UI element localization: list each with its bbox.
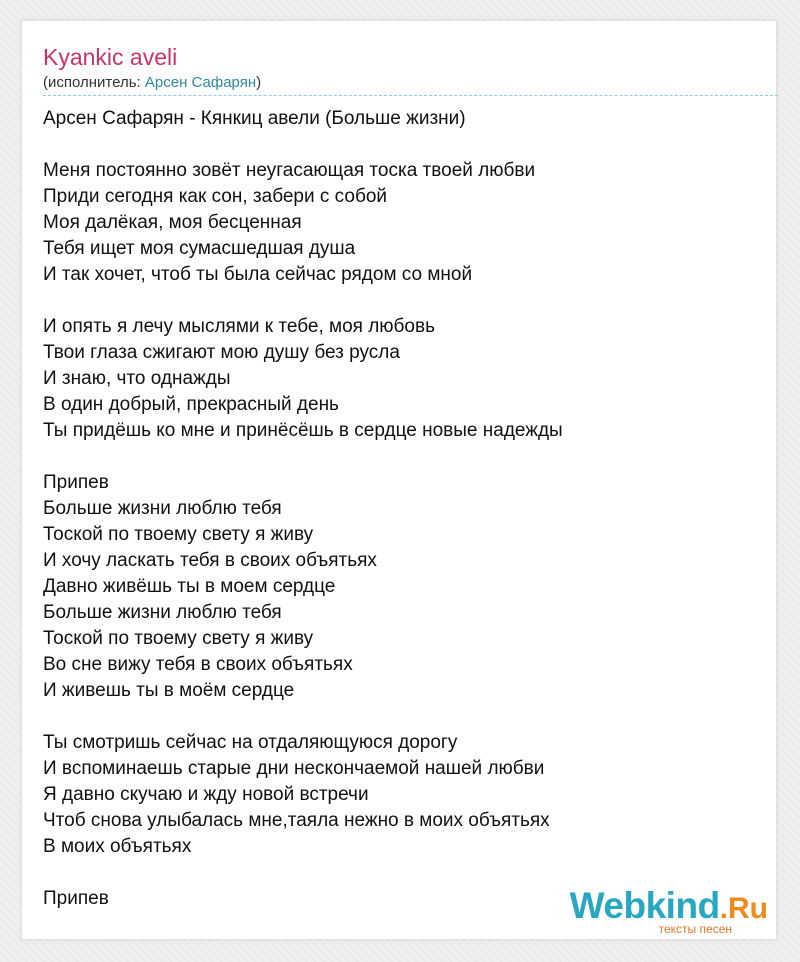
- lyrics-line: Припев: [43, 472, 109, 493]
- lyrics-line: Давно живёшь ты в моем сердце: [43, 576, 336, 597]
- lyrics-line: В моих объятьях: [43, 836, 192, 857]
- lyrics-line: Ты смотришь сейчас на отдаляющуюся дорогу: [43, 732, 458, 753]
- lyrics-line: В один добрый, прекрасный день: [43, 394, 339, 415]
- lyrics-line: Больше жизни люблю тебя: [43, 498, 282, 519]
- lyrics-line: Тоской по твоему свету я живу: [43, 524, 314, 545]
- lyrics-line: И знаю, что однажды: [43, 368, 231, 389]
- lyrics-line: Припев: [43, 888, 109, 909]
- lyrics-line: Тоской по твоему свету я живу: [43, 628, 314, 649]
- song-title: Kyankic aveli: [43, 44, 178, 70]
- logo-name: Webkind: [569, 885, 720, 926]
- lyrics-line: И так хочет, чтоб ты была сейчас рядом со мной: [43, 264, 473, 285]
- lyrics-line: Твои глаза сжигают мою душу без русла: [43, 342, 400, 363]
- lyrics-line: И хочу ласкать тебя в своих объятьях: [43, 550, 377, 571]
- lyrics-line: Я давно скучаю и жду новой встречи: [43, 784, 369, 805]
- title-divider: [43, 95, 778, 96]
- lyrics-blank-line: [43, 132, 763, 158]
- lyrics-line: Ты придёшь ко мне и принёсёшь в сердце новые надежды: [43, 420, 563, 441]
- logo-tld: .Ru: [719, 892, 768, 925]
- lyrics-text: [43, 106, 763, 912]
- lyrics-line: Приди сегодня как сон, забери с собой: [43, 186, 388, 207]
- logo-tagline: тексты песен: [658, 922, 732, 936]
- artist-link[interactable]: Арсен Сафарян: [144, 74, 257, 91]
- lyrics-line: Моя далёкая, моя бесценная: [43, 212, 302, 233]
- lyrics-line: И опять я лечу мыслями к тебе, моя любовь: [43, 316, 435, 337]
- lyrics-blank-line: [43, 860, 763, 886]
- lyrics-line: Чтоб снова улыбалась мне,таяла нежно в моих объятьях: [43, 810, 550, 831]
- artist-prefix: (исполнитель:: [43, 74, 145, 91]
- artist-line: [43, 73, 261, 93]
- lyrics-card: [21, 20, 777, 940]
- lyrics-line: Тебя ищет моя сумасшедшая душа: [43, 238, 356, 259]
- lyrics-blank-line: [43, 704, 763, 730]
- lyrics-line: И вспоминаешь старые дни нескончаемой нашей любви: [43, 758, 545, 779]
- artist-suffix: ): [256, 74, 262, 91]
- lyrics-blank-line: [43, 444, 763, 470]
- lyrics-blank-line: [43, 288, 763, 314]
- lyrics-line: Больше жизни люблю тебя: [43, 602, 282, 623]
- lyrics-line: Во сне вижу тебя в своих объятьях: [43, 654, 353, 675]
- lyrics-line: И живешь ты в моём сердце: [43, 680, 295, 701]
- webkind-logo: [570, 887, 768, 935]
- lyrics-line: Меня постоянно зовёт неугасающая тоска твоей любви: [43, 160, 536, 181]
- lyrics-line: Арсен Сафарян - Кянкиц авели (Больше жизни): [43, 108, 466, 129]
